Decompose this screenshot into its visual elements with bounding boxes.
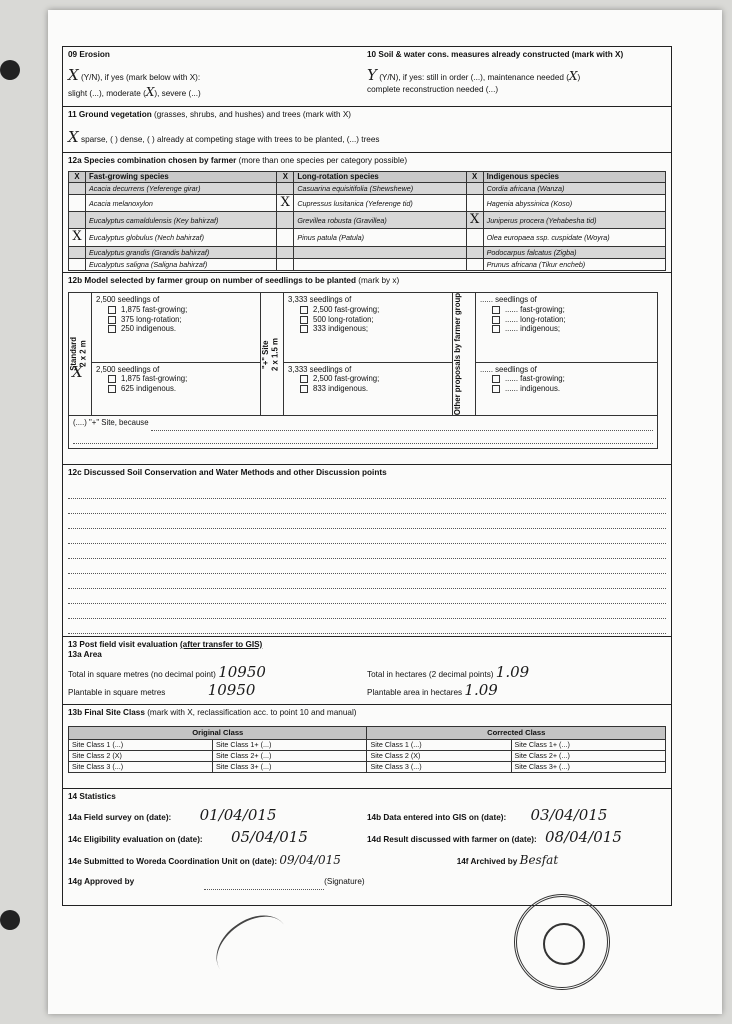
plantable-sqm-value: 10950 — [207, 681, 256, 700]
col-x: X — [69, 172, 86, 183]
seedling-option-label: 2,500 fast-growing; — [313, 304, 380, 314]
partial-stamp — [205, 903, 300, 992]
submitted-label: 14e Submitted to Woreda Coordination Unit on (date): — [68, 857, 278, 867]
site-option-b — [284, 362, 453, 416]
site-class-title: 13b Final Site Class — [68, 708, 145, 717]
site-a-title: 3,333 seedlings of — [288, 295, 352, 305]
species-name: Prunus africana (Tikur encheb) — [483, 258, 665, 270]
eligibility-date: 05/04/015 — [230, 827, 308, 846]
std-option-b — [72, 362, 261, 416]
seedling-option-label: ...... fast-growing; — [505, 374, 565, 384]
section-14 — [63, 789, 671, 905]
species-name — [294, 258, 466, 270]
erosion-mark: X — [68, 66, 79, 85]
species-mark — [69, 258, 86, 270]
seedling-option — [96, 315, 256, 325]
seedling-option-label: 333 indigenous; — [313, 324, 369, 334]
swc-question-b: ) — [577, 73, 581, 83]
approval-line — [204, 877, 324, 890]
standard-label: Standard 2 x 2 m — [69, 337, 88, 372]
signature-label: (Signature) — [324, 877, 365, 887]
plantable-ha-value: 1.09 — [464, 681, 498, 700]
discussion-line[interactable] — [68, 544, 666, 559]
site-because-label: (....) "+" Site, because — [73, 418, 149, 428]
species-name: Cordia africana (Wanza) — [483, 182, 665, 194]
checkbox[interactable] — [300, 316, 308, 324]
seedling-option-label: 625 indigenous. — [121, 384, 177, 394]
section-11-title: 11 Ground vegetation — [68, 110, 152, 119]
site-class-cell: Site Class 1 (...) — [69, 739, 213, 750]
section-12a — [63, 153, 671, 273]
original-class-header: Original Class — [69, 727, 367, 739]
species-mark — [277, 258, 294, 270]
punch-hole — [0, 910, 20, 930]
species-mark: X — [277, 194, 294, 211]
checkbox[interactable] — [300, 325, 308, 333]
discussion-line[interactable] — [68, 514, 666, 529]
discussion-line[interactable] — [68, 484, 666, 499]
site-class-row — [69, 761, 666, 772]
species-name: Pinus patula (Patula) — [294, 229, 466, 246]
section-11-subtitle: (grasses, shrubs, and hushes) and trees (mark with X) — [154, 110, 352, 119]
seedling-option — [96, 384, 256, 394]
site-class-cell: Site Class 2 (X) — [367, 750, 511, 761]
species-name: Eucalyptus camaldulensis (Key bahirzaf) — [86, 212, 277, 229]
species-name: Podocarpus falcatus (Zigba) — [483, 246, 665, 258]
checkbox[interactable] — [300, 375, 308, 383]
section-11 — [63, 107, 671, 153]
species-mark — [69, 194, 86, 211]
section-12b-title: 12b Model selected by farmer group on number of seedlings to be planted — [68, 276, 356, 285]
species-mark — [277, 229, 294, 246]
site-class-cell: Site Class 3 (...) — [367, 761, 511, 772]
species-name: Cupressus lusitanica (Yeferenge tid) — [294, 194, 466, 211]
site-because-row — [69, 416, 658, 449]
checkbox[interactable] — [108, 375, 116, 383]
species-mark — [466, 246, 483, 258]
species-mark: X — [69, 229, 86, 246]
std-b-title: 2,500 seedlings of — [96, 364, 160, 374]
section-12a-title: 12a Species combination chosen by farmer — [68, 156, 237, 165]
official-seal — [514, 894, 610, 990]
seedling-option — [480, 315, 653, 325]
species-name: Juniperus procera (Yehabesha tid) — [483, 212, 665, 229]
seedling-option — [288, 384, 448, 394]
section-12b-subtitle: (mark by x) — [358, 276, 400, 285]
area-label: 13a Area — [68, 650, 102, 660]
archived-by-value: Besfat — [519, 853, 559, 868]
species-name — [294, 246, 466, 258]
ha-label: Total in hectares (2 decimal points) — [367, 669, 494, 679]
checkbox[interactable] — [492, 316, 500, 324]
species-row — [69, 182, 666, 194]
checkbox[interactable] — [492, 325, 500, 333]
seedling-option-label: ...... indigenous; — [505, 324, 561, 334]
site-class-cell: Site Class 2 (X) — [69, 750, 213, 761]
species-name: Acacia melanoxylon — [86, 194, 277, 211]
seedling-option — [288, 324, 448, 334]
seedling-option — [480, 324, 653, 334]
site-class-table — [68, 726, 666, 772]
species-mark — [277, 246, 294, 258]
field-survey-label: 14a Field survey on (date): — [68, 812, 172, 822]
discussion-line[interactable] — [68, 589, 666, 604]
species-table — [68, 171, 666, 270]
checkbox[interactable] — [108, 316, 116, 324]
seedling-option-label: 1,875 fast-growing; — [121, 374, 188, 384]
seedling-option-label: 500 long-rotation; — [313, 314, 374, 324]
col-fast-growing: Fast-growing species — [86, 172, 277, 183]
erosion-levels-b: ), severe (...) — [154, 89, 201, 98]
checkbox[interactable] — [108, 385, 116, 393]
species-name: Eucalyptus globulus (Nech bahirzaf) — [86, 229, 277, 246]
species-name: Olea europaea ssp. cuspidate (Woyra) — [483, 229, 665, 246]
section-13-title: 13 Post field visit evaluation — [68, 640, 178, 649]
col-indigenous: Indigenous species — [483, 172, 665, 183]
other-option-b — [476, 362, 658, 416]
discussed-label: 14d Result discussed with farmer on (date): — [367, 834, 537, 844]
seedling-option — [480, 374, 653, 384]
site-class-cell: Site Class 1+ (...) — [213, 739, 367, 750]
site-class-cell: Site Class 3+ (...) — [213, 761, 367, 772]
seedling-option-label: 375 long-rotation; — [121, 314, 182, 324]
discussion-line[interactable] — [68, 574, 666, 589]
section-12a-subtitle: (more than one species per category possible) — [238, 156, 408, 165]
discussion-line[interactable] — [68, 604, 666, 619]
checkbox[interactable] — [108, 325, 116, 333]
seedling-option-label: 250 indigenous. — [121, 324, 177, 334]
species-mark — [69, 182, 86, 194]
gis-entry-date: 03/04/015 — [530, 805, 608, 824]
plantable-ha-label: Plantable area in hectares — [367, 688, 463, 698]
col-x: X — [466, 172, 483, 183]
site-option-a — [284, 293, 453, 362]
site-class-row — [69, 750, 666, 761]
punch-hole — [0, 60, 20, 80]
seedling-option — [288, 315, 448, 325]
species-mark — [277, 182, 294, 194]
species-mark — [277, 212, 294, 229]
approved-label: 14g Approved by — [68, 877, 135, 887]
species-name: Hagenia abyssinica (Koso) — [483, 194, 665, 211]
seedling-option — [480, 305, 653, 315]
section-12c-title: 12c Discussed Soil Conservation and Water Methods and other Discussion points — [68, 468, 387, 477]
species-name: Casuarina equisitifolia (Shewshewe) — [294, 182, 466, 194]
species-mark: X — [466, 212, 483, 229]
std-a-title: 2,500 seedlings of — [96, 295, 160, 305]
other-b-title: ...... seedlings of — [480, 364, 537, 374]
checkbox[interactable] — [300, 385, 308, 393]
checkbox[interactable] — [300, 306, 308, 314]
std-option-a — [92, 293, 261, 362]
plantable-sqm-label: Plantable in square metres — [68, 688, 166, 698]
section-14-title: 14 Statistics — [68, 792, 116, 801]
site-class-cell: Site Class 2+ (...) — [511, 750, 665, 761]
vegetation-options: sparse, ( ) dense, ( ) already at competing stage with trees to be planted, (...) trees — [80, 135, 380, 145]
seedling-option — [480, 384, 653, 394]
site-class-cell: Site Class 3+ (...) — [511, 761, 665, 772]
site-class-row — [69, 739, 666, 750]
discussion-line[interactable] — [68, 499, 666, 514]
section-13 — [63, 637, 671, 789]
submitted-date: 09/04/015 — [279, 853, 341, 868]
discussed-date: 08/04/015 — [544, 827, 622, 846]
section-09 — [68, 50, 367, 103]
seedling-option-label: 1,875 fast-growing; — [121, 304, 188, 314]
maintenance-mark: X — [568, 69, 578, 84]
species-mark — [466, 258, 483, 270]
site-class-subtitle: (mark with X, reclassification acc. to point 10 and manual) — [147, 708, 357, 717]
evaluation-form — [62, 46, 672, 906]
site-class-cell: Site Class 3 (...) — [69, 761, 213, 772]
seedling-option-label: ...... fast-growing; — [505, 304, 565, 314]
discussion-line[interactable] — [68, 619, 666, 634]
species-row — [69, 194, 666, 211]
seedling-option-label: ...... indigenous. — [505, 384, 561, 394]
seedling-option-label: 833 indigenous. — [313, 384, 369, 394]
seedling-option — [96, 305, 256, 315]
dotted-line — [73, 431, 653, 444]
field-survey-date: 01/04/015 — [199, 805, 277, 824]
ha-value: 1.09 — [495, 662, 530, 681]
species-name: Acacia decurrens (Yeferenge girar) — [86, 182, 277, 194]
section-13-subtitle: (after transfer to GIS) — [179, 640, 263, 649]
other-proposals-label: Other proposals by farmer group — [453, 293, 462, 416]
moderate-mark: X — [145, 85, 155, 99]
discussion-line[interactable] — [68, 529, 666, 544]
species-name: Grevillea robusta (Gravillea) — [294, 212, 466, 229]
seedling-option — [288, 374, 448, 384]
seedling-option — [96, 324, 256, 334]
sqm-value: 10950 — [218, 662, 266, 681]
erosion-levels-a: slight (...), moderate ( — [68, 89, 146, 98]
section-10 — [367, 50, 666, 103]
col-long-rotation: Long-rotation species — [294, 172, 466, 183]
seal-center — [543, 923, 585, 965]
species-mark — [466, 182, 483, 194]
checkbox[interactable] — [108, 306, 116, 314]
checkbox[interactable] — [492, 385, 500, 393]
seedling-option — [96, 374, 256, 384]
species-mark — [69, 246, 86, 258]
erosion-question: (Y/N), if yes (mark below with X): — [80, 73, 201, 83]
standard-choice-mark: X — [72, 362, 83, 381]
form-sheet — [48, 10, 722, 1014]
section-12c — [63, 465, 671, 637]
species-name: Eucalyptus grandis (Grandis bahirzaf) — [86, 246, 277, 258]
section-10-title: 10 Soil & water cons. measures already constructed (mark with X) — [367, 50, 624, 59]
gis-entry-label: 14b Data entered into GIS on (date): — [367, 812, 507, 822]
site-class-cell: Site Class 1 (...) — [367, 739, 511, 750]
erosion-soil-row — [63, 47, 671, 107]
vegetation-mark: X — [68, 128, 79, 147]
seedling-model-grid — [68, 292, 658, 449]
site-b-title: 3,333 seedlings of — [288, 364, 352, 374]
section-12b — [63, 273, 671, 465]
other-a-title: ...... seedlings of — [480, 295, 537, 305]
dotted-line — [151, 418, 653, 431]
sqm-label: Total in square metres (no decimal point) — [68, 669, 216, 679]
site-class-cell: Site Class 2+ (...) — [213, 750, 367, 761]
seedling-option — [288, 305, 448, 315]
seedling-option-label: ...... long-rotation; — [505, 314, 566, 324]
section-09-title: 09 Erosion — [68, 50, 110, 59]
species-row — [69, 258, 666, 270]
site-label: "+" Site 2 x 1.5 m — [261, 337, 280, 371]
checkbox[interactable] — [492, 306, 500, 314]
species-mark — [466, 229, 483, 246]
swc-question-a: (Y/N), if yes: still in order (...), maintenance needed ( — [379, 73, 569, 83]
other-option-a — [476, 293, 658, 362]
archived-label: 14f Archived by — [456, 857, 518, 867]
species-name: Eucalyptus saligna (Saligna bahirzaf) — [86, 258, 277, 270]
eligibility-label: 14c Eligibility evaluation on (date): — [68, 834, 203, 844]
site-class-cell: Site Class 1+ (...) — [511, 739, 665, 750]
species-mark — [466, 194, 483, 211]
species-mark — [69, 212, 86, 229]
swc-reconstruction: complete reconstruction needed (...) — [367, 85, 499, 94]
discussion-line[interactable] — [68, 559, 666, 574]
checkbox[interactable] — [492, 375, 500, 383]
species-row — [69, 212, 666, 229]
seedling-option-label: 2,500 fast-growing; — [313, 374, 380, 384]
species-row — [69, 246, 666, 258]
swc-mark: Y — [367, 66, 377, 85]
corrected-class-header: Corrected Class — [367, 727, 666, 739]
species-row — [69, 229, 666, 246]
col-x: X — [277, 172, 294, 183]
